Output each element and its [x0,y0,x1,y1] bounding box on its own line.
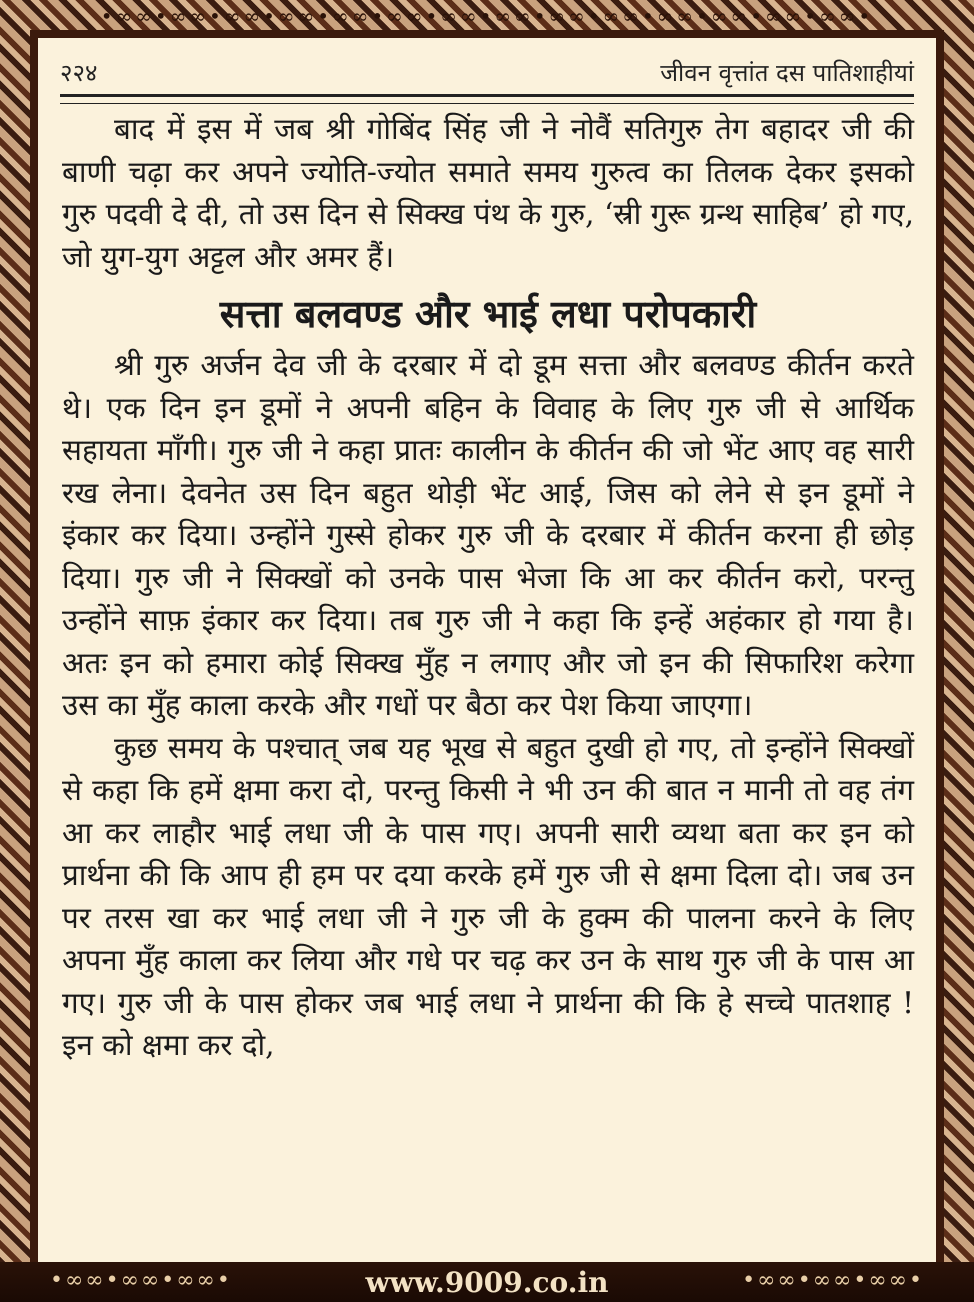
running-title: जीवन वृत्तांत दस पातिशाहीयां [660,59,914,87]
footer-ornament-left: •∞∞•∞∞•∞∞• [50,1268,232,1293]
section-heading: सत्ता बलवण्ड और भाई लधा परोपकारी [219,291,757,336]
footer-ornament-right: •∞∞•∞∞•∞∞• [742,1268,924,1293]
page-body [62,108,914,1067]
top-ornament: •∞∞•∞∞•∞∞•∞∞•∞∞•∞∞•∞∞•∞∞•∞∞•∞∞•∞∞•∞∞•∞∞•∞∞• [100,4,874,28]
paragraph-2: श्री गुरु अर्जन देव जी के दरबार में दो डूम सत्ता और बलवण्ड कीर्तन करते थे। एक दिन इन डूमों ने अपनी बहिन के विवाह के लिए गुरु जी से आर्थिक सहायता माँगी। गुरु जी ने कहा प्रातः कालीन के कीर्तन की जो भेंट आए वह सारी रख लेना। देवनेत उस दिन बहुत थोड़ी भेंट आई, जिस को लेने से इन डूमों ने इंकार कर दिया। उन्होंने गुस्से होकर गुरु जी के दरबार में कीर्तन करना ही छोड़ दिया। गुरु जी ने सिक्खों को उनके पास भेजा कि आ कर कीर्तन करो, परन्तु उन्होंने साफ़ इंकार कर दिया। तब गुरु जी ने कहा कि इन्हें अहंकार हो गया है। अतः इन को हमारा कोई सिक्ख मुँह न लगाए और जो इन की सिफारिश करेगा उस का मुँह काला करके और गधों पर बैठा कर पेश किया जाएगा। [62,348,914,722]
paragraph-3: कुछ समय के पश्चात् जब यह भूख से बहुत दुखी हो गए, तो इन्होंने सिक्खों से कहा कि हमें क्षमा करा दो, परन्तु किसी ने भी उन की बात न मानी तो वह तंग आ कर लाहौर भाई लधा जी के पास गए। अपनी सारी व्यथा बता कर इन को प्रार्थना की कि आप ही हम पर दया करके हमें गुरु जी से क्षमा दिला दो। जब उन पर तरस खा कर भाई लधा जी ने गुरु जी के हुक्म की पालना करने के लिए अपना मुँह काला कर लिया और गधे पर चढ़ कर उन के साथ गुरु जी के पास आ गए। गुरु जी के पास होकर जब भाई लधा ने प्रार्थना की कि हे सच्चे पातशाह ! इन को क्षमा कर दो, [62,730,914,1062]
book-page [38,38,936,1262]
header-rule [60,94,914,104]
page-header [60,50,914,90]
paragraph-1: बाद में इस में जब श्री गोबिंद सिंह जी ने नोवैं सतिगुरु तेग बहादर जी की बाणी चढ़ा कर अपने ज्योति-ज्योत समाते समय गुरुत्व का तिलक देकर इसको गुरु पदवी दे दी, तो उस दिन से सिक्ख पंथ के गुरु, ‘स्री गुरू ग्रन्थ साहिब’ हो गए, जो युग-युग अट्टल और अमर हैं। [62,112,914,274]
page-number: २२४ [60,59,98,87]
footer-website-link[interactable]: www.9009.co.in [365,1266,609,1299]
